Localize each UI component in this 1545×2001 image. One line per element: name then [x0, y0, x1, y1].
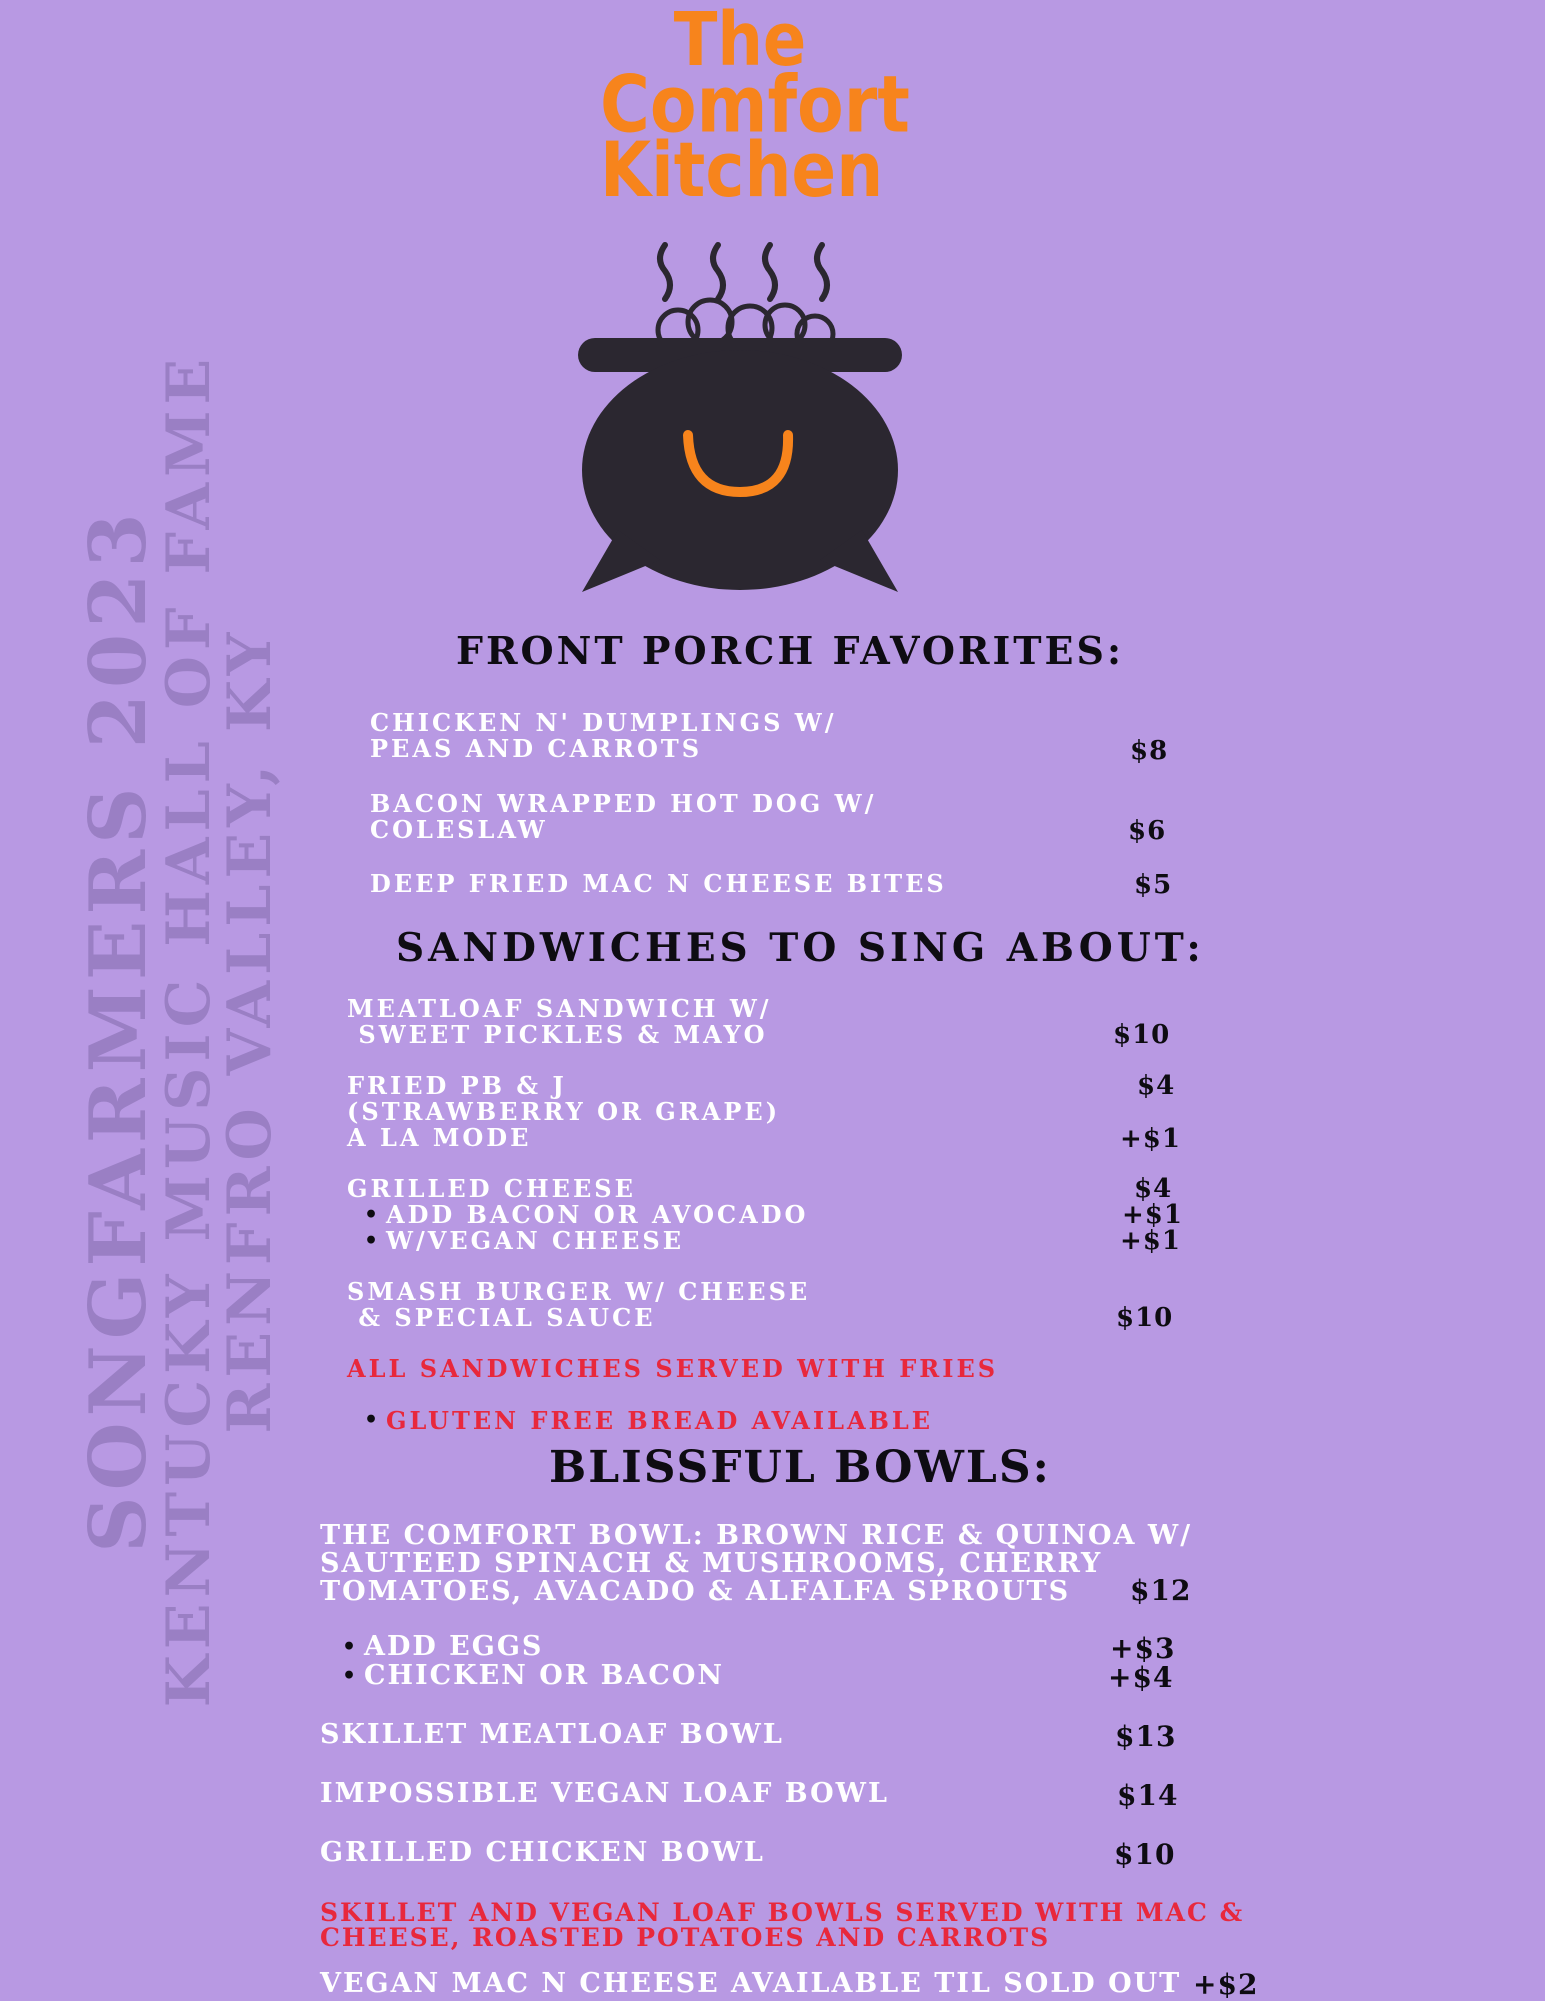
note-gluten-free: • GLUTEN FREE BREAD AVAILABLE	[386, 1408, 933, 1433]
item-line: FRIED PB & J	[347, 1071, 567, 1100]
option-bacon-avocado: • ADD BACON OR AVOCADO	[386, 1202, 808, 1228]
item-line: PEAS AND CARROTS	[370, 734, 703, 763]
section-heading-bowls: BLISSFUL BOWLS:	[549, 1442, 1051, 1493]
item-line: MEATLOAF SANDWICH W/	[347, 994, 772, 1023]
price-vegan-cheese: +$1	[1120, 1226, 1181, 1256]
section-heading-sandwiches: SANDWICHES TO SING ABOUT:	[396, 925, 1205, 971]
item-line: BACON WRAPPED HOT DOG W/	[370, 789, 877, 818]
cauldron-icon	[560, 230, 920, 600]
menu-item-smash-burger	[347, 1279, 810, 1331]
logo-line-1: The	[673, 0, 807, 84]
price-bacon-avocado: +$1	[1122, 1200, 1183, 1230]
side-line-location: RENFRO VALLEY, KY	[214, 626, 285, 1434]
menu-item-hot-dog	[370, 791, 876, 843]
menu-item-grilled-chicken: GRILLED CHICKEN BOWL	[320, 1837, 765, 1868]
menu-item-chicken-dumplings	[370, 710, 837, 762]
item-line: TOMATOES, AVACADO & ALFALFA SPROUTS	[320, 1576, 1071, 1607]
item-line: & SPECIAL SAUCE	[347, 1303, 656, 1332]
price-meatloaf-sandwich: $10	[1113, 1020, 1171, 1050]
price-vegan-mac: +$2	[1193, 1968, 1259, 2001]
note-line: SKILLET AND VEGAN LOAF BOWLS SERVED WITH MAC &	[320, 1898, 1245, 1927]
menu-item-mac-bites: DEEP FRIED MAC N CHEESE BITES	[370, 869, 947, 898]
price-add-eggs: +$3	[1110, 1632, 1176, 1665]
logo-line-3: Kitchen	[600, 126, 884, 215]
item-line: A LA MODE	[347, 1123, 532, 1152]
option-add-eggs: • ADD EGGS	[364, 1634, 543, 1660]
price-skillet-meatloaf: $13	[1115, 1720, 1177, 1753]
price-comfort-bowl: $12	[1130, 1574, 1192, 1607]
note-bowl-sides	[320, 1900, 1244, 1950]
menu-item-comfort-bowl	[320, 1522, 1192, 1606]
item-line: SWEET PICKLES & MAYO	[347, 1020, 768, 1049]
price-smash-burger: $10	[1116, 1303, 1174, 1333]
note-line: CHEESE, ROASTED POTATOES AND CARROTS	[320, 1923, 1051, 1952]
side-line-venue: KENTUCKY MUSIC HALL OF FAME	[153, 352, 224, 1708]
price-grilled-cheese: $4	[1134, 1174, 1173, 1204]
menu-item-grilled-cheese: GRILLED CHEESE	[347, 1174, 636, 1203]
item-line: SMASH BURGER W/ CHEESE	[347, 1277, 811, 1306]
logo-title	[600, 0, 910, 215]
item-line: (STRAWBERRY OR GRAPE)	[347, 1097, 781, 1126]
note-sandwiches-fries: ALL SANDWICHES SERVED WITH FRIES	[347, 1354, 999, 1383]
price-mac-bites: $5	[1134, 870, 1173, 900]
price-chicken-dumplings: $8	[1130, 736, 1169, 766]
price-hot-dog: $6	[1128, 816, 1167, 846]
logo-line-2: Comfort	[600, 59, 910, 151]
menu-item-meatloaf-sandwich	[347, 996, 772, 1048]
item-line: SAUTEED SPINACH & MUSHROOMS, CHERRY	[320, 1548, 1103, 1579]
item-line: COLESLAW	[370, 815, 548, 844]
price-fried-pbj: $4	[1137, 1071, 1176, 1101]
side-line-event: SONGFARMERS 2023	[73, 507, 165, 1553]
option-vegan-cheese: • W/VEGAN CHEESE	[386, 1228, 684, 1254]
menu-item-vegan-mac: VEGAN MAC N CHEESE AVAILABLE TIL SOLD OUT	[320, 1968, 1182, 1999]
price-a-la-mode: +$1	[1120, 1124, 1181, 1154]
price-vegan-loaf: $14	[1117, 1779, 1179, 1812]
item-line: THE COMFORT BOWL: BROWN RICE & QUINOA W/	[320, 1520, 1193, 1551]
option-chicken-bacon: • CHICKEN OR BACON	[364, 1663, 724, 1689]
menu-item-vegan-loaf: IMPOSSIBLE VEGAN LOAF BOWL	[320, 1778, 889, 1809]
item-line: CHICKEN N' DUMPLINGS W/	[370, 708, 837, 737]
price-grilled-chicken: $10	[1114, 1838, 1176, 1871]
side-event-text	[73, 352, 285, 1708]
price-chicken-bacon: +$4	[1108, 1661, 1174, 1694]
section-heading-front-porch: FRONT PORCH FAVORITES:	[456, 628, 1124, 673]
menu-item-skillet-meatloaf: SKILLET MEATLOAF BOWL	[320, 1719, 784, 1750]
menu-item-fried-pbj	[347, 1073, 780, 1151]
